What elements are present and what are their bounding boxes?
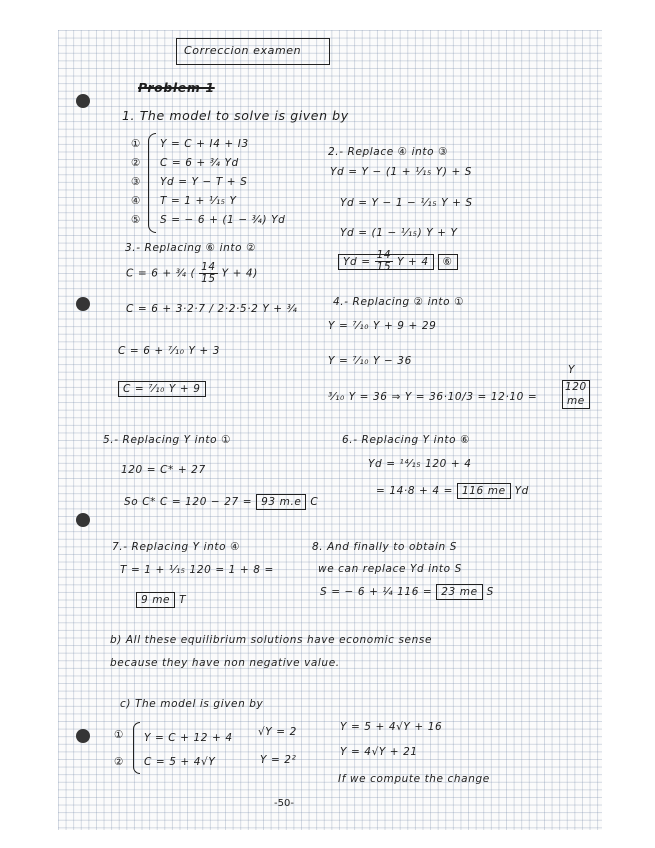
equation: S = − 6 + ¼ 116 = 23 me S [320,586,494,598]
equation: S = − 6 + (1 − ¾) Yd [160,214,286,226]
equation: Yd = Y − 1 − ¹⁄₁₅ Y + S [340,197,473,209]
equation: Y = 4√Y + 21 [340,746,418,758]
step-heading: 3.- Replacing ⑥ into ② [125,242,257,254]
equation: Yd = Y − T + S [160,176,248,188]
equation: Y = ⁷⁄₁₀ Y − 36 [328,355,412,367]
eq-label: ⑤ [131,214,142,226]
boxed-result-c: C = ⁷⁄₁₀ Y + 9 [118,383,206,395]
step-heading: 5.- Replacing Y into ① [103,434,232,446]
equation: C = 6 + 3·2·7 / 2·2·5·2 Y + ¾ [126,303,298,315]
equation: T = 1 + ¹⁄₁₅ Y [160,195,237,207]
problem-heading: Problem 1 [138,80,215,95]
system-brace [148,133,156,233]
equation: Yd = Y − (1 + ¹⁄₁₅ Y) + S [330,166,473,178]
system-brace [133,722,140,774]
step-heading: 4.- Replacing ② into ① [333,296,465,308]
equation: C = 6 + ⁷⁄₁₀ Y + 3 [118,345,221,357]
equation: Y = C + 12 + 4 [144,732,233,744]
part-b-line: because they have non negative value. [110,657,340,669]
boxed-result-yd: Yd = $\frac{14}{15}$ Y + 4 ⑥ [338,250,458,273]
equation: Yd = ¹⁴⁄₁₅ 120 + 4 [368,458,472,470]
page-number: -50- [274,798,294,809]
eq-label: ③ [131,176,142,188]
equation: Y = 5 + 4√Y + 16 [340,721,443,733]
step-heading: 7.- Replacing Y into ④ [112,541,241,553]
equation: Y = C + I4 + I3 [160,138,249,150]
equation: 9 me T [136,594,186,606]
eq-label: ① [131,138,142,150]
part-c-heading: c) The model is given by [120,698,264,710]
step-heading: 8. And finally to obtain S [312,541,457,553]
equation: T = 1 + ¹⁄₁₅ 120 = 1 + 8 = [120,564,274,576]
equation: ³⁄₁₀ Y = 36 ⇒ Y = 36·10/3 = 12·10 = [328,391,538,403]
equation: Y = ⁷⁄₁₀ Y + 9 + 29 [328,320,437,332]
equation: C = 6 + ¾ ( $\frac{14}{15}$ Y + 4) [126,261,258,286]
eq-label: ④ [131,195,142,207]
equation: 120 = C* + 27 [121,464,206,476]
step-heading: 6.- Replacing Y into ⑥ [342,434,471,446]
equation: Yd = (1 − ¹⁄₁₅) Y + Y [340,227,458,239]
equation: √Y = 2 [258,726,297,738]
step-heading: 2.- Replace ④ into ③ [328,146,449,158]
part-b-line: b) All these equilibrium solutions have economic sense [110,634,433,646]
equation: C = 6 + ¾ Yd [160,157,239,169]
binder-hole [76,513,90,527]
eq-label: ② [114,756,125,768]
intro-line: 1. The model to solve is given by [122,108,349,123]
eq-label: ② [131,157,142,169]
boxed-result-y: 120 me [562,380,590,409]
equation: C = 5 + 4√Y [144,756,216,768]
equation: we can replace Yd into S [318,563,462,575]
part-c-text: If we compute the change [338,773,490,785]
equation: So C* C = 120 − 27 = 93 m.e C [124,496,319,508]
binder-hole [76,297,90,311]
equation: Y = 2² [260,754,297,766]
binder-hole [76,729,90,743]
equation: = 14·8 + 4 = 116 me Yd [376,485,529,497]
page-title: Correccion examen [184,44,302,57]
binder-hole [76,94,90,108]
y-marker: Y [568,364,576,376]
eq-label: ① [114,729,125,741]
